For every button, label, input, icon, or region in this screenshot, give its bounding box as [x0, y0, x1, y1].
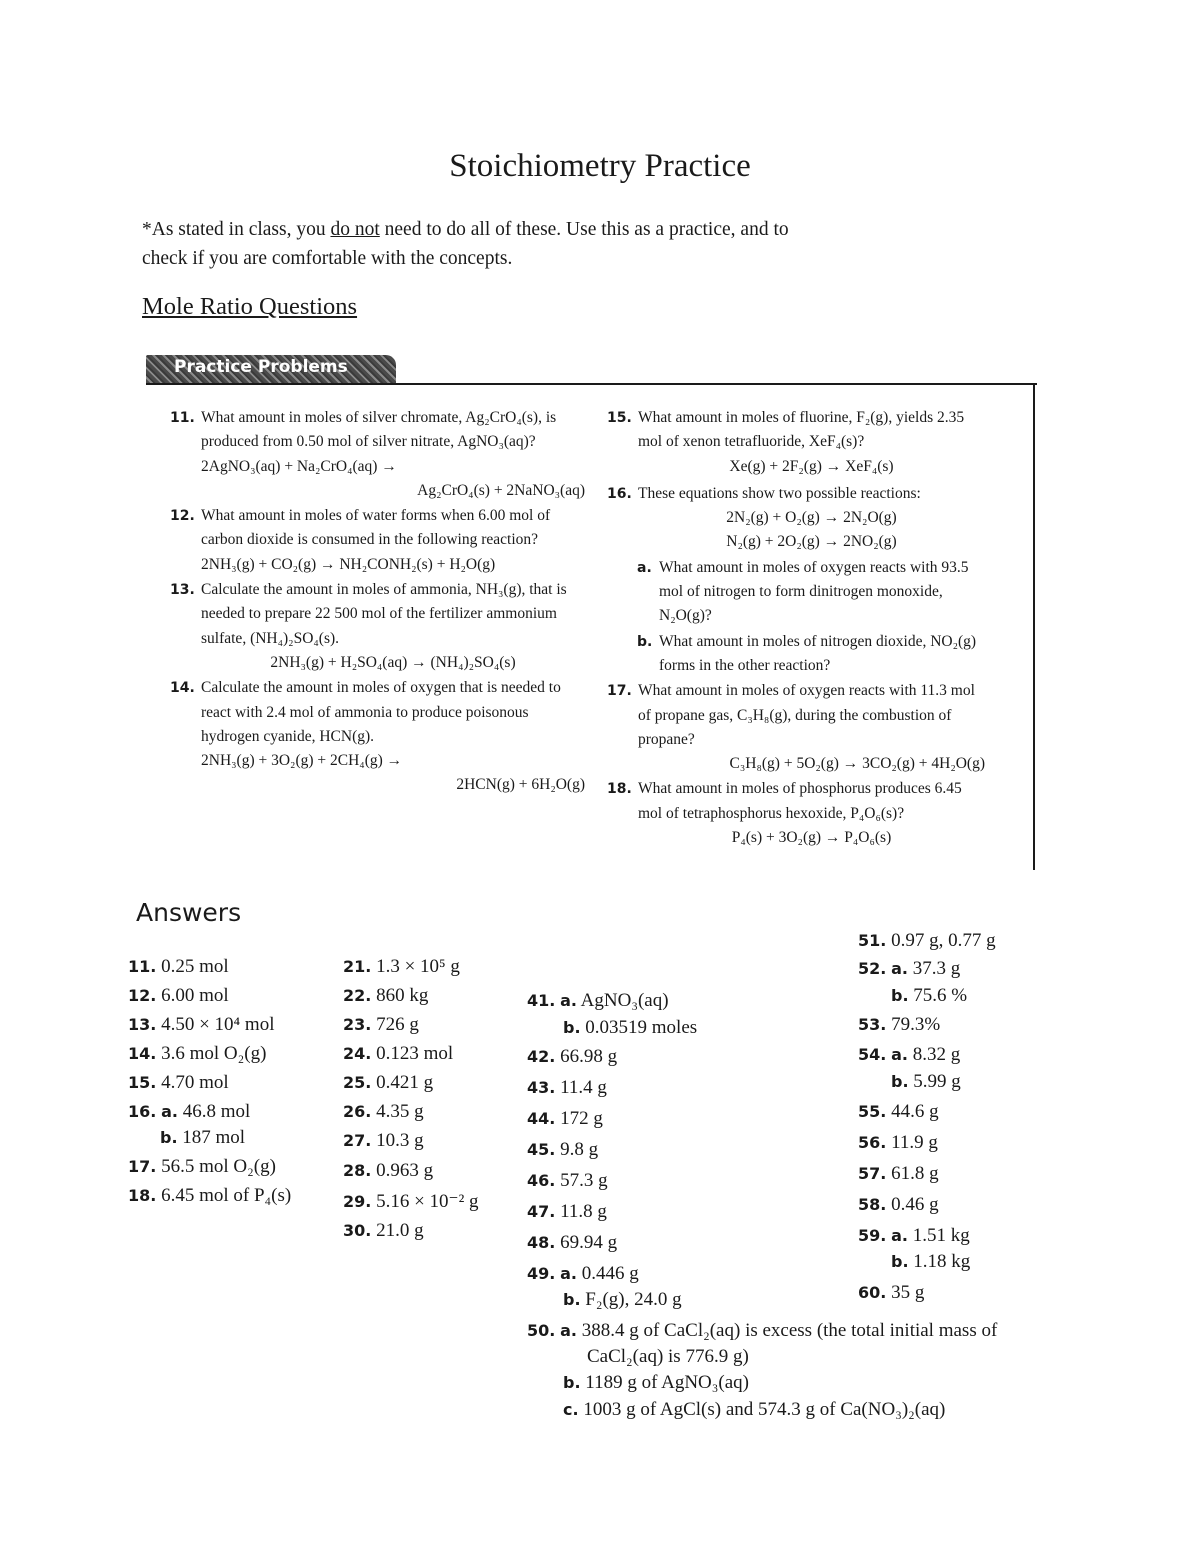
- answer-value: 0.46 g: [891, 1194, 939, 1215]
- answer-value: 6.45 mol of P₄(s): [161, 1185, 292, 1206]
- problem-number: 13.: [170, 582, 195, 599]
- equation-line-1: C₃H₈(g) + 5O₂(g) → 3CO₂(g) + 4H₂O(g): [729, 755, 985, 773]
- answer-value: 46.8 mol: [182, 1101, 251, 1122]
- answer-value: 11.8 g: [560, 1201, 607, 1222]
- answer-49b: [563, 1289, 682, 1311]
- answer-number: 15.: [128, 1073, 157, 1092]
- part-label: a.: [560, 1321, 577, 1340]
- part-text: What amount in moles of oxygen reacts with 93.5 mol of nitrogen to form dinitrogen monoxide, N₂O(g)?: [659, 558, 969, 625]
- answer-value: 1.18 kg: [913, 1251, 971, 1272]
- answer-number: 53.: [858, 1015, 887, 1034]
- intro-text-3: check if you are comfortable with the concepts.: [142, 248, 513, 269]
- problem-14: [170, 676, 585, 797]
- page-title: Stoichiometry Practice: [449, 148, 751, 184]
- intro-text-2: need to do all of these. Use this as a practice, and to: [379, 219, 789, 240]
- answer-number: 57.: [858, 1164, 887, 1183]
- answer-value: 11.9 g: [891, 1132, 938, 1153]
- answer-25: [343, 1072, 433, 1094]
- answer-52b: [891, 985, 967, 1007]
- problem-text: What amount in moles of silver chromate, Ag₂CrO₄(s), is produced from 0.50 mol of silver nitrate, AgNO₃(aq)?: [201, 409, 557, 451]
- answer-value: 61.8 g: [891, 1163, 939, 1184]
- answer-value: 187 mol: [182, 1127, 246, 1148]
- answer-number: 44.: [527, 1109, 556, 1128]
- answer-number: 13.: [128, 1015, 157, 1034]
- equation-line-1: 2NH₃(g) + 3O₂(g) + 2CH₄(g) →: [201, 752, 403, 770]
- answer-number: 45.: [527, 1140, 556, 1159]
- answer-number: 41.: [527, 991, 556, 1010]
- problem-number: 12.: [170, 508, 195, 525]
- answer-number: 27.: [343, 1131, 372, 1150]
- answer-number: 23.: [343, 1015, 372, 1034]
- part-label: a.: [891, 959, 908, 978]
- problem-12: [170, 504, 585, 577]
- answer-number: 12.: [128, 986, 157, 1005]
- answer-60: [858, 1282, 924, 1304]
- answer-54a: [858, 1044, 960, 1066]
- problem-13: [170, 578, 585, 675]
- problem-text: Calculate the amount in moles of ammonia, NH₃(g), that is needed to prepare 22 500 mol of the fertilizer ammonium sulfate, (NH₄)₂SO₄(s).: [201, 581, 567, 647]
- answer-value: 1189 g of AgNO₃(aq): [585, 1372, 749, 1393]
- part-label: b.: [563, 1018, 581, 1037]
- answer-48: [527, 1232, 617, 1254]
- answer-value: 388.4 g of CaCl₂(aq) is excess (the total initial mass of: [581, 1320, 998, 1341]
- equation-line-1: 2AgNO₃(aq) + Na₂CrO₄(aq) →: [201, 457, 397, 475]
- part-label: a.: [891, 1226, 908, 1245]
- problem-text: What amount in moles of fluorine, F₂(g), yields 2.35 mol of xenon tetrafluoride, XeF₄(s)?: [638, 409, 965, 451]
- part-label: b.: [891, 986, 909, 1005]
- answer-number: 47.: [527, 1202, 556, 1221]
- answer-value: 4.50 × 10⁴ mol: [161, 1014, 275, 1035]
- answer-number: 58.: [858, 1195, 887, 1214]
- answer-value: 1.3 × 10⁵ g: [376, 956, 460, 977]
- answer-value: AgNO₃(aq): [580, 990, 669, 1011]
- section-heading: Mole Ratio Questions: [142, 293, 358, 320]
- answer-41b: [563, 1017, 697, 1039]
- answer-11: [128, 956, 229, 978]
- answer-50b: [563, 1372, 749, 1394]
- answer-14: [128, 1043, 266, 1065]
- equation-line-1: 2N₂(g) + O₂(g) → 2N₂O(g): [726, 509, 897, 527]
- answer-number: 42.: [527, 1047, 556, 1066]
- answer-value: 1003 g of AgCl(s) and 574.3 g of Ca(NO₃)₂(aq): [583, 1399, 946, 1420]
- answer-53: [858, 1014, 940, 1036]
- answer-value: 79.3%: [891, 1014, 941, 1035]
- answer-value: 0.421 g: [376, 1072, 434, 1093]
- answer-number: 43.: [527, 1078, 556, 1097]
- answer-51: [858, 930, 996, 952]
- banner-rule: [146, 383, 1037, 385]
- answer-number: 21.: [343, 957, 372, 976]
- answer-number: 11.: [128, 957, 157, 976]
- answer-number: 14.: [128, 1044, 157, 1063]
- problems-left-column: [170, 406, 585, 798]
- answer-number: 22.: [343, 986, 372, 1005]
- answer-value: 726 g: [376, 1014, 419, 1035]
- banner-label: Practice Problems: [174, 357, 348, 377]
- problem-16a: [607, 556, 985, 629]
- answer-number: 17.: [128, 1157, 157, 1176]
- answer-41a: [527, 990, 669, 1012]
- answer-12: [128, 985, 229, 1007]
- answer-58: [858, 1194, 939, 1216]
- answer-value: 860 kg: [376, 985, 429, 1006]
- answer-value: 3.6 mol O₂(g): [161, 1043, 267, 1064]
- answer-16b: [160, 1127, 245, 1149]
- answer-number: 51.: [858, 931, 887, 950]
- answer-value: 172 g: [560, 1108, 603, 1129]
- answer-50c: [563, 1399, 945, 1421]
- answer-15: [128, 1072, 229, 1094]
- answer-value: 69.94 g: [560, 1232, 618, 1253]
- answer-29: [343, 1190, 479, 1213]
- answer-56: [858, 1132, 938, 1154]
- equation-line-2: N₂(g) + 2O₂(g) → 2NO₂(g): [726, 533, 897, 551]
- answer-number: 18.: [128, 1186, 157, 1205]
- equation-line-2: 2HCN(g) + 6H₂O(g): [456, 776, 585, 794]
- answer-number: 60.: [858, 1283, 887, 1302]
- answer-value: 75.6 %: [913, 985, 968, 1006]
- answer-number: 50.: [527, 1321, 556, 1340]
- answer-16a: [128, 1101, 250, 1123]
- answer-value: 57.3 g: [560, 1170, 608, 1191]
- answer-value: 0.446 g: [581, 1263, 639, 1284]
- answer-value: 0.97 g, 0.77 g: [891, 930, 996, 951]
- answer-value: 0.03519 moles: [585, 1017, 698, 1038]
- answer-55: [858, 1101, 939, 1123]
- answer-number: 59.: [858, 1226, 887, 1245]
- answer-52a: [858, 958, 960, 980]
- part-label: a.: [161, 1102, 178, 1121]
- answer-23: [343, 1014, 419, 1036]
- problem-number: 14.: [170, 680, 195, 697]
- part-label: a.: [560, 1264, 577, 1283]
- answer-number: 49.: [527, 1264, 556, 1283]
- part-label: c.: [563, 1400, 579, 1419]
- answer-value: 9.8 g: [560, 1139, 599, 1160]
- answer-45: [527, 1139, 598, 1161]
- answer-13: [128, 1014, 275, 1036]
- answer-value: 56.5 mol O₂(g): [161, 1156, 276, 1177]
- answer-value: 21.0 g: [376, 1220, 424, 1241]
- problem-text: What amount in moles of phosphorus produces 6.45 mol of tetraphosphorus hexoxide, P₄O₆(s)?: [638, 780, 962, 822]
- answer-59b: [891, 1251, 970, 1273]
- intro-text-1: *As stated in class, you: [142, 219, 331, 240]
- equation-line-1: 2NH₃(g) + CO₂(g) → NH₂CONH₂(s) + H₂O(g): [201, 555, 496, 573]
- answer-number: 25.: [343, 1073, 372, 1092]
- answer-number: 30.: [343, 1221, 372, 1240]
- answer-50a: [527, 1320, 997, 1342]
- answer-value: 11.4 g: [560, 1077, 607, 1098]
- answer-number: 55.: [858, 1102, 887, 1121]
- answer-22: [343, 985, 428, 1007]
- equation-line-2: Ag₂CrO₄(s) + 2NaNO₃(aq): [417, 481, 585, 499]
- problem-number: 16.: [607, 485, 632, 502]
- answer-number: 28.: [343, 1161, 372, 1180]
- problem-18: [607, 777, 985, 850]
- answer-59a: [858, 1225, 970, 1247]
- answer-value: 0.963 g: [376, 1160, 434, 1181]
- box-right-rule: [1033, 383, 1035, 870]
- equation-line-1: Xe(g) + 2F₂(g) → XeF₄(s): [729, 457, 894, 475]
- answer-26: [343, 1101, 424, 1123]
- answer-44: [527, 1108, 603, 1130]
- answer-value: 0.25 mol: [161, 956, 229, 977]
- answer-value: 8.32 g: [912, 1044, 961, 1065]
- answer-value: 4.35 g: [376, 1101, 424, 1122]
- part-label: b.: [891, 1252, 909, 1271]
- part-label: b.: [637, 633, 653, 650]
- answer-49a: [527, 1263, 639, 1285]
- answer-43: [527, 1077, 607, 1099]
- part-label: b.: [563, 1373, 581, 1392]
- problem-text: These equations show two possible reactions:: [638, 484, 921, 502]
- practice-problems-banner: [146, 355, 396, 383]
- answer-54b: [891, 1071, 961, 1093]
- problem-text: Calculate the amount in moles of oxygen that is needed to react with 2.4 mol of ammonia to produce poisonous hydrogen cyanide, HCN(g).: [201, 679, 561, 745]
- answer-value: 5.16 × 10⁻² g: [376, 1191, 479, 1212]
- answer-value: 1.51 kg: [912, 1225, 970, 1246]
- answer-27: [343, 1130, 424, 1152]
- answer-number: 56.: [858, 1133, 887, 1152]
- problem-11: [170, 406, 585, 503]
- problem-number: 11.: [170, 410, 195, 426]
- answer-value: 0.123 mol: [376, 1043, 454, 1064]
- answer-value: F₂(g), 24.0 g: [585, 1289, 682, 1310]
- problem-16: [607, 482, 985, 555]
- intro-underlined: do not: [330, 219, 380, 240]
- answer-value: 37.3 g: [912, 958, 961, 979]
- answer-42: [527, 1046, 617, 1068]
- answer-value: 66.98 g: [560, 1046, 618, 1067]
- answer-number: 16.: [128, 1102, 157, 1121]
- answer-47: [527, 1201, 607, 1223]
- answer-value: 35 g: [891, 1282, 925, 1303]
- answer-21: [343, 956, 460, 978]
- answer-number: 24.: [343, 1044, 372, 1063]
- answer-number: 52.: [858, 959, 887, 978]
- answer-24: [343, 1043, 453, 1065]
- answer-28: [343, 1160, 433, 1182]
- problem-17: [607, 679, 985, 776]
- part-label: b.: [563, 1290, 581, 1309]
- answer-value: 4.70 mol: [161, 1072, 229, 1093]
- part-label: b.: [891, 1072, 909, 1091]
- answer-46: [527, 1170, 608, 1192]
- problem-15: [607, 406, 985, 479]
- intro-paragraph: [142, 215, 789, 273]
- problem-number: 15.: [607, 410, 632, 426]
- part-label: a.: [637, 559, 652, 576]
- answer-18: [128, 1185, 291, 1207]
- answer-value: 5.99 g: [913, 1071, 961, 1092]
- part-label: b.: [160, 1128, 178, 1147]
- problem-text: What amount in moles of water forms when 6.00 mol of carbon dioxide is consumed in the following reaction?: [201, 507, 551, 549]
- part-label: a.: [560, 991, 577, 1010]
- part-label: a.: [891, 1045, 908, 1064]
- answer-17: [128, 1156, 276, 1178]
- answer-50a-continued: [587, 1346, 749, 1368]
- problem-16b: [607, 630, 985, 679]
- problems-right-column: [607, 406, 985, 850]
- answer-number: 54.: [858, 1045, 887, 1064]
- answer-30: [343, 1220, 424, 1242]
- answer-value: 10.3 g: [376, 1130, 424, 1151]
- answer-57: [858, 1163, 939, 1185]
- problem-number: 17.: [607, 683, 632, 700]
- problem-text: What amount in moles of oxygen reacts with 11.3 mol of propane gas, C₃H₈(g), during the combustion of propane?: [638, 682, 975, 748]
- answer-value: 44.6 g: [891, 1101, 939, 1122]
- answer-value: CaCl₂(aq) is 776.9 g): [587, 1346, 749, 1367]
- equation-line-1: P₄(s) + 3O₂(g) → P₄O₆(s): [731, 829, 892, 847]
- answer-value: 6.00 mol: [161, 985, 229, 1006]
- answer-number: 46.: [527, 1171, 556, 1190]
- problem-number: 18.: [607, 781, 632, 798]
- answer-number: 48.: [527, 1233, 556, 1252]
- answer-number: 29.: [343, 1192, 372, 1211]
- equation-line-1: 2NH₃(g) + H₂SO₄(aq) → (NH₄)₂SO₄(s): [270, 653, 516, 671]
- part-text: What amount in moles of nitrogen dioxide, NO₂(g) forms in the other reaction?: [659, 632, 977, 674]
- answers-heading: Answers: [136, 898, 242, 927]
- answer-number: 26.: [343, 1102, 372, 1121]
